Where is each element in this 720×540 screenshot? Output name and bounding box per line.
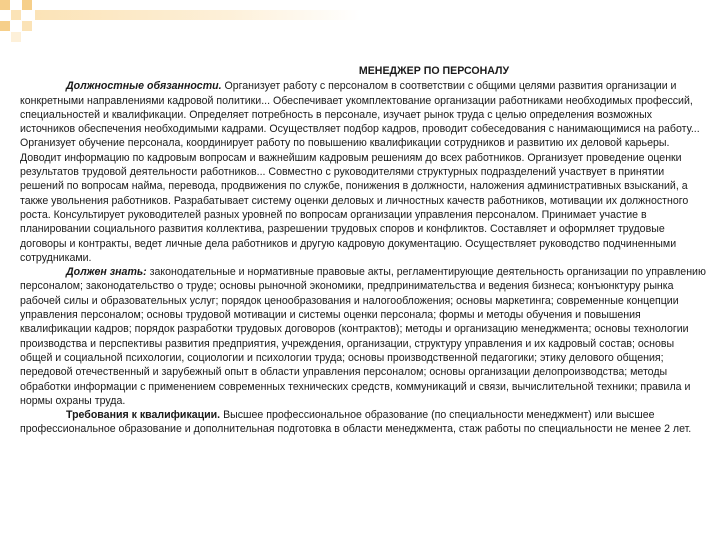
deco-square (0, 0, 10, 10)
section-text: законодательные и нормативные правовые акты, регламентирующие деятельность организации по управлению персоналом; законодательство о труде; основы рыночной экономики, предпринимательства и ведения бизнеса; конъюнктуру рынка рабочей силы и образовательных услуг; порядок ценообразования и налогообложения; основы маркетинга; современные концепции управления персоналом; основы трудовой мотивации и системы оценки персонала; формы и методы обучения и повышения квалификации кадров; порядок разработки трудовых договоров (контрактов); методы и организацию менеджмента; основы технологии производства и перспективы развития предприятия, учреждения, организации, структуру управления и их кадровый состав; основы общей и социальной психологии, социологии и психологии труда; основы производственной педагогики; этику делового общения; передовой отечественный и зарубежный опыт в области управления персоналом; основы организации делопроизводства; методы обработки информации с применением современных технических средств, коммуникаций и связи, вычислительной техники; правила и нормы охраны труда. (20, 266, 706, 407)
decorative-corner-squares (0, 0, 360, 50)
deco-square (11, 10, 21, 20)
deco-square (0, 21, 10, 31)
section-lead: Должностные обязанности. (66, 80, 222, 93)
section-lead: Должен знать: (66, 266, 147, 279)
section-qualification (20, 408, 708, 437)
document-page (20, 64, 708, 437)
deco-bar (35, 10, 360, 20)
deco-square (11, 32, 21, 42)
section-knowledge (20, 265, 708, 408)
deco-square (22, 21, 32, 31)
section-duties (20, 79, 708, 265)
section-lead: Требования к квалификации. (66, 409, 221, 422)
document-title: МЕНЕДЖЕР ПО ПЕРСОНАЛУ (358, 65, 510, 77)
deco-square (22, 0, 32, 10)
section-text: Организует работу с персоналом в соответствии с общими целями развития организации и конкретными направлениями кадровой политики... Обеспечивает укомплектование организации работниками необходимых профессий, специальностей и квалификации. Определяет потребность в персонале, изучает рынок труда с целью определения возможных источников обеспечения необходимыми кадрами. Осуществляет подбор кадров, проводит собеседования с нанимающимися на работу... Организует обучение персонала, координирует работу по повышению квалификации сотрудников и развитию их деловой карьеры. Доводит информацию по кадровым вопросам и важнейшим кадровым решениям до всех работников. Организует проведение оценки результатов трудовой деятельности работников... Совместно с руководителями структурных подразделений участвует в принятии решений по вопросам найма, перевода, продвижения по службе, понижения в должности, наложения административных взысканий, а также увольнения работников. Разрабатывает систему оценки деловых и личностных качеств работников, мотивации их должностного роста. Консультирует руководителей разных уровней по вопросам организации управления персоналом. Принимает участие в планировании социального развития коллектива, разрешении трудовых споров и конфликтов. Составляет и оформляет трудовые договоры и контракты, ведет личные дела работников и другую кадровую документацию. Осуществляет руководство подчиненными сотрудниками. (20, 80, 700, 264)
section-text: Высшее профессиональное образование (по специальности менеджмент) или высшее профессиональное образование и дополнительная подготовка в области менеджмента, стаж работы по специальности не менее 2 лет. (20, 409, 692, 436)
